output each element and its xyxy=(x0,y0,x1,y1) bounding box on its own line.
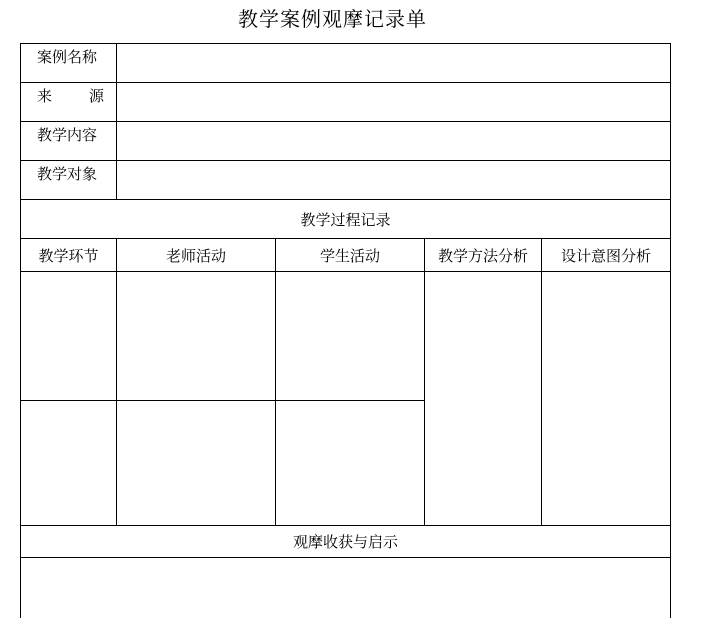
audience-row xyxy=(21,161,671,200)
method-analysis-cell[interactable] xyxy=(425,272,542,526)
process-section-row xyxy=(21,200,671,239)
teacher-cell-2[interactable] xyxy=(117,401,276,526)
audience-value[interactable] xyxy=(117,161,671,200)
column-header-row xyxy=(21,239,671,272)
content-value[interactable] xyxy=(117,122,671,161)
stage-cell-1[interactable] xyxy=(21,272,117,401)
source-label: 来 源 xyxy=(21,83,117,122)
harvest-section-row xyxy=(21,526,671,558)
column-header-teacher: 老师活动 xyxy=(117,239,276,272)
stage-cell-2[interactable] xyxy=(21,401,117,526)
student-cell-2[interactable] xyxy=(276,401,425,526)
source-row xyxy=(21,83,671,122)
process-section-heading: 教学过程记录 xyxy=(21,200,671,239)
column-header-intent: 设计意图分析 xyxy=(542,239,671,272)
page-title: 教学案例观摩记录单 xyxy=(238,7,427,31)
content-label: 教学内容 xyxy=(21,122,117,161)
case-name-value[interactable] xyxy=(117,44,671,83)
record-table xyxy=(20,43,671,618)
harvest-section-heading: 观摩收获与启示 xyxy=(21,526,671,558)
teacher-cell-1[interactable] xyxy=(117,272,276,401)
content-row xyxy=(21,122,671,161)
process-row-1 xyxy=(21,272,671,401)
harvest-value[interactable] xyxy=(21,558,671,619)
column-header-stage: 教学环节 xyxy=(21,239,117,272)
audience-label: 教学对象 xyxy=(21,161,117,200)
harvest-row xyxy=(21,558,671,619)
case-name-row xyxy=(21,44,671,83)
case-name-label: 案例名称 xyxy=(21,44,117,83)
intent-analysis-cell[interactable] xyxy=(542,272,671,526)
column-header-method: 教学方法分析 xyxy=(425,239,542,272)
column-header-student: 学生活动 xyxy=(276,239,425,272)
source-value[interactable] xyxy=(117,83,671,122)
student-cell-1[interactable] xyxy=(276,272,425,401)
